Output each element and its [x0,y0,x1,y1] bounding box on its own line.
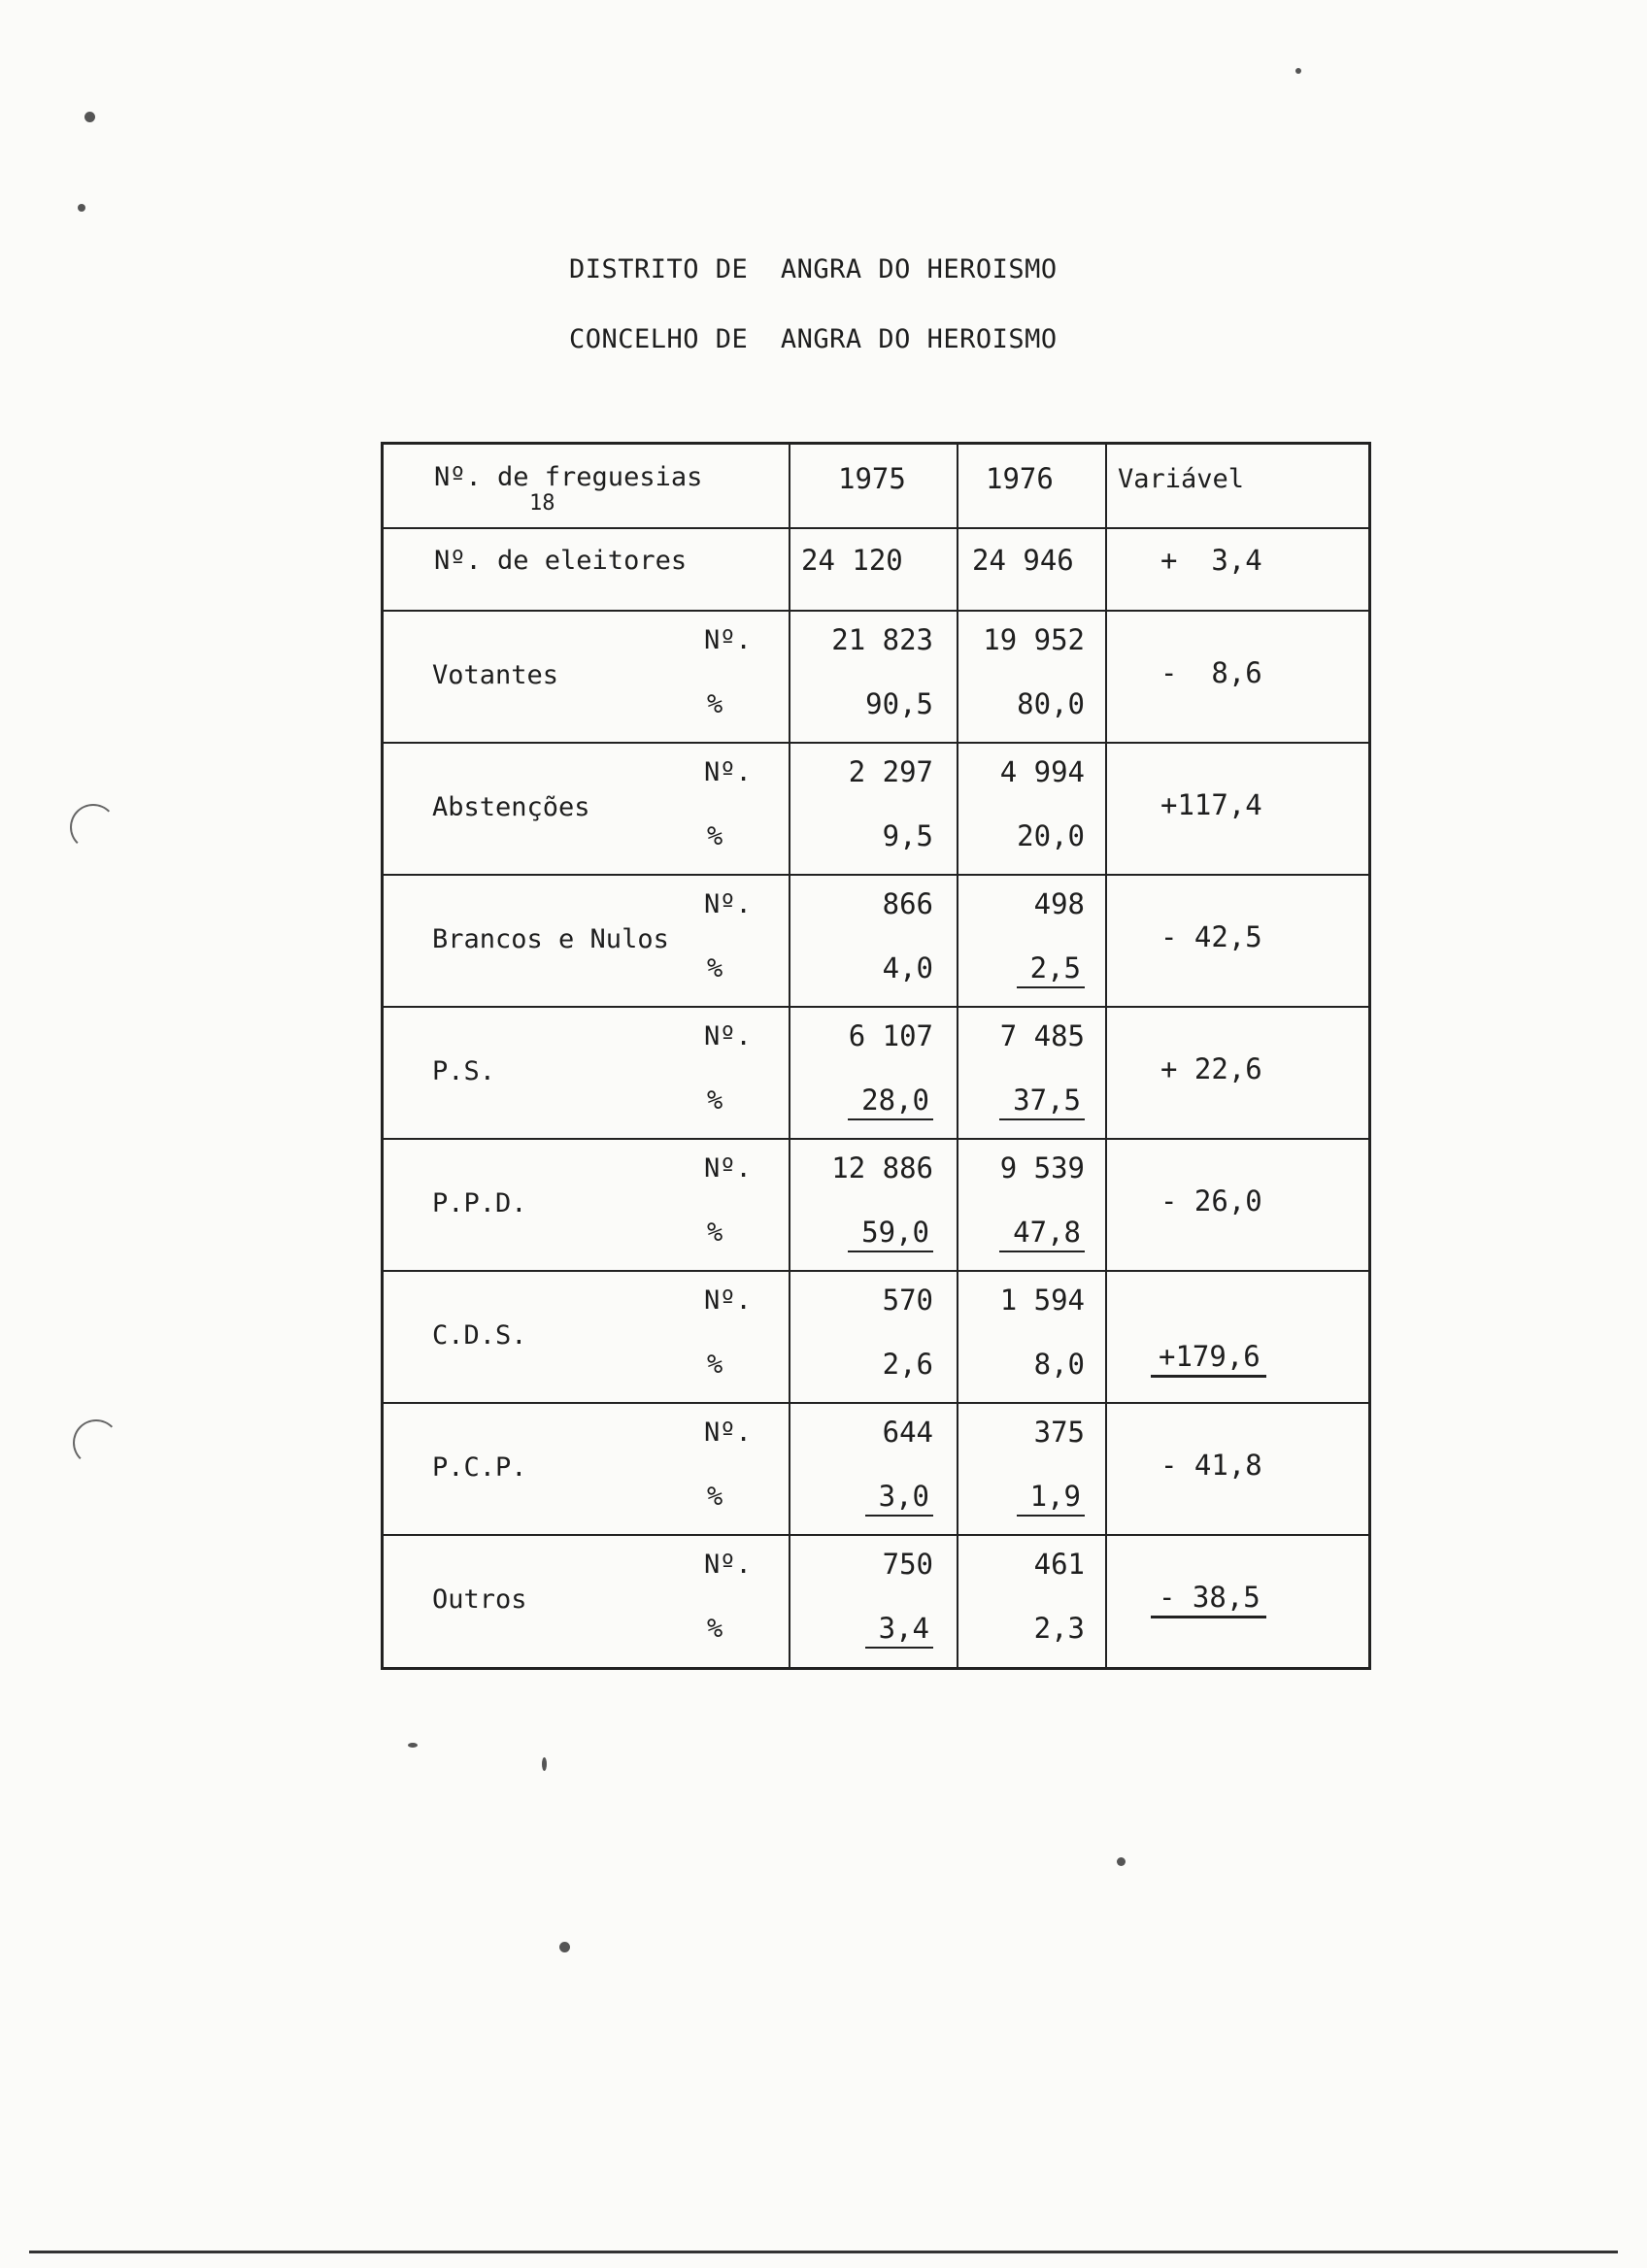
eleitores-1976: 24 946 [972,544,1074,577]
value-1975-pct: 2,6 [882,1348,933,1381]
value-1975-num: 570 [882,1284,933,1317]
value-1976-pct: 20,0 [1017,819,1085,852]
value-1975-pct: 9,5 [882,819,933,852]
value-1976-pct: 8,0 [1033,1348,1085,1381]
value-1976-num: 1 594 [999,1284,1085,1317]
row-label: C.D.S. [432,1320,527,1351]
value-1975-num: 21 823 [831,623,933,656]
pct-label: % [707,1217,723,1248]
variation-value-value: +179,6 [1151,1340,1266,1378]
pct-label: % [707,689,723,719]
value-1976-num: 9 539 [999,1151,1085,1184]
num-label: Nº. [704,1021,752,1051]
num-label: Nº. [704,1418,752,1448]
num-label: Nº. [704,1550,752,1580]
value-1976-num: 7 485 [999,1019,1085,1052]
value-1975-pct [848,1084,933,1117]
row-label: Votantes [432,660,559,690]
value-1976-num: 19 952 [983,623,1085,656]
variation-value: - 41,8 [1160,1449,1262,1482]
value-1976-pct [999,1216,1085,1249]
row-label: P.P.D. [432,1188,527,1218]
value-1976-pct-value: 2,5 [1017,951,1085,988]
row-label: P.C.P. [432,1452,527,1483]
value-1975-num: 644 [882,1416,933,1449]
col-1975-header: 1975 [838,462,906,495]
pct-label: % [707,953,723,984]
variation-value: + 22,6 [1160,1052,1262,1085]
variation-value: - 26,0 [1160,1184,1262,1217]
variation-value: - 8,6 [1160,656,1262,689]
row-label: Brancos e Nulos [432,924,669,954]
variation-value [1151,1581,1266,1614]
pct-label: % [707,1614,723,1644]
num-label: Nº. [704,1153,752,1184]
num-label: Nº. [704,889,752,919]
value-1976-pct-value: 1,9 [1017,1480,1085,1517]
value-1975-pct: 90,5 [865,687,933,720]
variation-value-value: - 38,5 [1151,1581,1266,1618]
pct-label: % [707,821,723,851]
freguesias-label: Nº. de freguesias [434,462,703,492]
value-1975-pct [865,1480,933,1513]
eleitores-label: Nº. de eleitores [434,546,688,576]
value-1975-num: 12 886 [831,1151,933,1184]
eleitores-variation: + 3,4 [1160,544,1262,577]
variation-value: +117,4 [1160,788,1262,821]
value-1976-pct: 80,0 [1017,687,1085,720]
pct-label: % [707,1085,723,1116]
freguesias-count: 18 [529,491,555,516]
district-title: DISTRITO DE ANGRA DO HEROISMO [569,254,1058,284]
value-1976-pct [999,1084,1085,1117]
col-variavel-header: Variável [1118,464,1245,494]
pct-label: % [707,1482,723,1512]
col-1976-header: 1976 [986,462,1054,495]
num-label: Nº. [704,757,752,787]
value-1976-pct: 2,3 [1033,1612,1085,1645]
value-1975-pct: 4,0 [882,951,933,984]
pct-label: % [707,1350,723,1380]
value-1975-num: 866 [882,887,933,920]
num-label: Nº. [704,1285,752,1316]
election-table [381,442,1371,1670]
value-1975-pct-value: 28,0 [848,1084,933,1120]
eleitores-1975: 24 120 [801,544,903,577]
value-1975-pct [848,1216,933,1249]
value-1976-num: 498 [1033,887,1085,920]
value-1976-num: 461 [1033,1548,1085,1581]
value-1975-pct-value: 59,0 [848,1216,933,1252]
row-label: Abstenções [432,792,590,822]
value-1975-pct [865,1612,933,1645]
value-1976-pct [1017,951,1085,984]
value-1975-pct-value: 3,4 [865,1612,933,1649]
value-1975-num: 2 297 [848,755,933,788]
value-1976-pct [1017,1480,1085,1513]
value-1975-num: 6 107 [848,1019,933,1052]
council-title: CONCELHO DE ANGRA DO HEROISMO [569,324,1058,354]
row-label: P.S. [432,1056,496,1086]
value-1975-pct-value: 3,0 [865,1480,933,1517]
value-1976-pct-value: 47,8 [999,1216,1085,1252]
value-1975-num: 750 [882,1548,933,1581]
num-label: Nº. [704,625,752,655]
value-1976-num: 375 [1033,1416,1085,1449]
variation-value [1151,1340,1266,1373]
variation-value: - 42,5 [1160,920,1262,953]
value-1976-num: 4 994 [999,755,1085,788]
row-label: Outros [432,1584,527,1615]
value-1976-pct-value: 37,5 [999,1084,1085,1120]
